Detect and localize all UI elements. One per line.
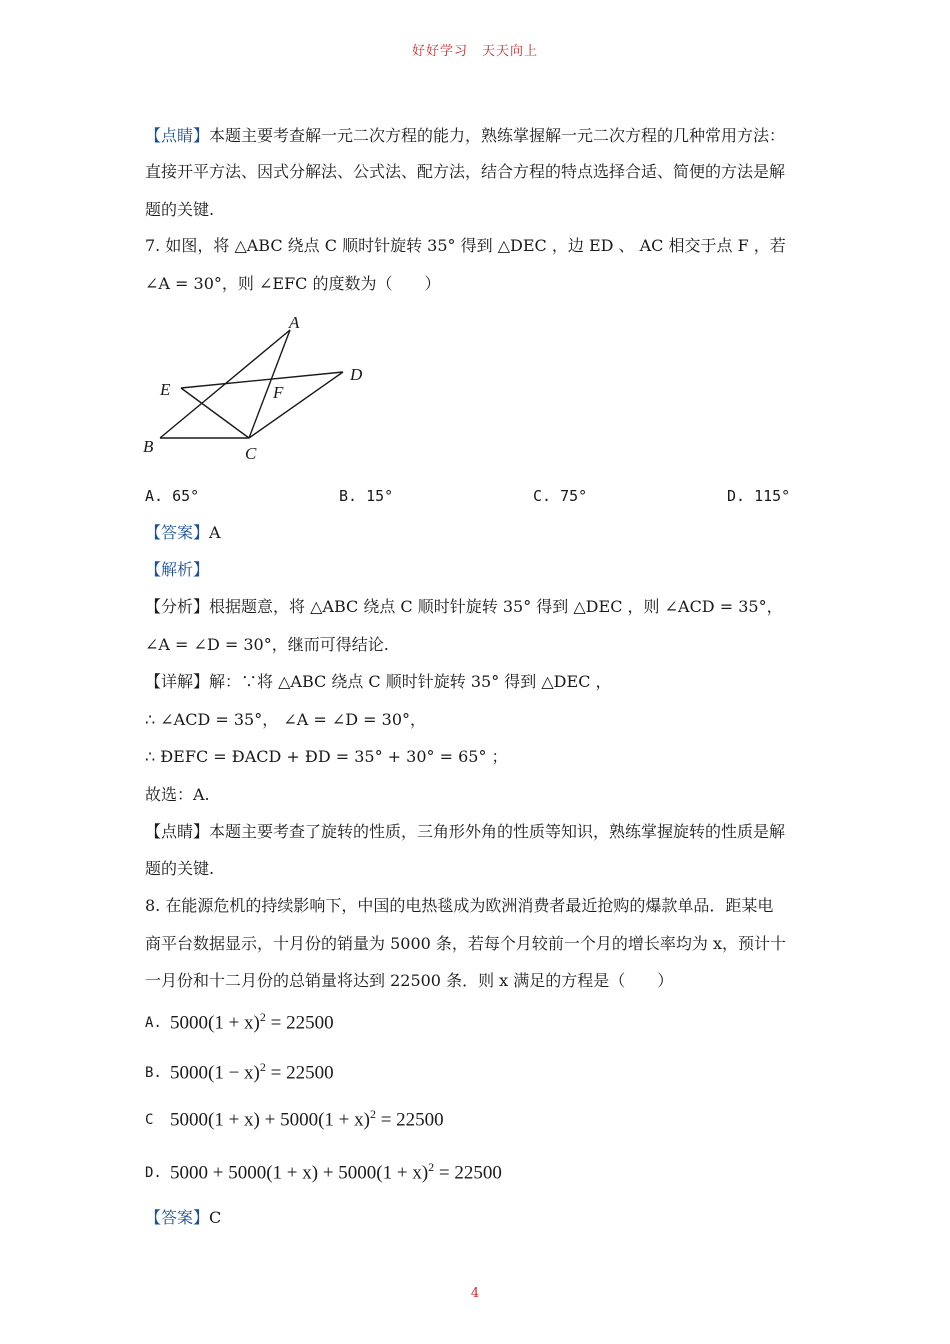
q7-option-b[interactable]: B. 15° [339, 487, 394, 505]
q7-stem-line-1: 7. 如图，将 △ABC 绕点 C 顺时针旋转 35° 得到 △DEC ，边 ED 、 AC 相交于点 F ，若 [145, 236, 786, 255]
document-page: 好好学习 天天向上 【点睛】本题主要考查解一元二次方程的能力，熟练掌握解一元二次方程的几种常用方法： 直接开平方法、因式分解法、公式法、配方法，结合方程的特点选择合适、简便的方法是解 题的关键. 7. 如图，将 △ABC 绕点 C 顺时针旋转 35° 得到 △DEC ，边 ED 、 AC 相交于点 F ，若 ∠A = 30°，则 ∠EFC 的度数为（ ） A D E F B C A. 65° B. 15° C. 75° D. 115° 【答案】A 【解析】 【分析】根据题意，将 △ABC 绕点 C 顺时针旋转 35° 得到 △DEC ，则 ∠ACD = 35°， ∠A = ∠D = 30°，继而可得结论. 【详解】解：∵将 △ABC 绕点 C 顺时针旋转 35° 得到 △DEC ， ∴ ∠ACD = 35°， ∠A = ∠D = 30°， ∴ ĐEFC = ĐACD + ĐD = 35° + 30° = 65° ； 故选：A. 【点睛】本题主要考查了旋转的性质，三角形外角的性质等知识，熟练掌握旋转的性质是解 题的关键. 8. 在能源危机的持续影响下，中国的电热毯成为欧洲消费者最近抢购的爆款单品．距某电 商平台数据显示，十月份的销量为 5000 条，若每个月较前一个月的增长率均为 x，预计十 一月份和十二月份的总销量将达到 22500 条．则 x 满足的方程是（ ） A. $5000(1 + x)^2 = 22500$ B. $5000(1 - x)^2 = 22500$ C $5000(1 + x) + 5000(1 + x)^2 = 22500$ D. $5000 + 5000(1 + x) + 5000(1 + x)^2 = 22500$ 【答案】C 4 [0, 0, 950, 1344]
label-c: C [245, 444, 257, 463]
q7-xiangjie-line-2: ∴ ∠ACD = 35°， ∠A = ∠D = 30°， [145, 710, 427, 729]
q7-answer: 【答案】A [145, 523, 221, 542]
label-b: B [143, 437, 154, 456]
q7-analysis-tag: 【解析】 [145, 560, 210, 579]
q7-xiangjie-line-4: 故选：A. [145, 785, 210, 804]
q7-option-c[interactable]: C. 75° [533, 487, 588, 505]
formula-d: $5000 + 5000(1 + x) + 5000(1 + x)^2 = 22500$ [170, 1160, 502, 1184]
segment-ec [181, 388, 249, 438]
label-d: D [350, 365, 363, 384]
dianjing-line-1: 【点睛】本题主要考查解一元二次方程的能力，熟练掌握解一元二次方程的几种常用方法： [145, 126, 786, 145]
q7-fenxi-line-2: ∠A = ∠D = 30°，继而可得结论. [145, 635, 389, 654]
formula-c: $5000(1 + x) + 5000(1 + x)^2 = 22500$ [170, 1107, 444, 1131]
q8-stem-line-1: 8. 在能源危机的持续影响下，中国的电热毯成为欧洲消费者最近抢购的爆款单品．距某电 [145, 896, 774, 915]
q7-xiangjie-line-1: 【详解】解：∵将 △ABC 绕点 C 顺时针旋转 35° 得到 △DEC ， [145, 672, 612, 691]
dianjing-line-3: 题的关键. [145, 200, 215, 219]
rotation-figure [138, 310, 398, 470]
q8-stem-line-2: 商平台数据显示，十月份的销量为 5000 条，若每个月较前一个月的增长率均为 x，预计十 [145, 934, 787, 953]
q8-answer: 【答案】C [145, 1208, 222, 1227]
q7-option-d[interactable]: D. 115° [727, 487, 791, 505]
q7-option-a[interactable]: A. 65° [145, 487, 200, 505]
dianjing-tag: 【点睛】 [145, 126, 210, 145]
page-header: 好好学习 天天向上 [411, 44, 538, 59]
dianjing-line-2: 直接开平方法、因式分解法、公式法、配方法，结合方程的特点选择合适、简便的方法是解 [145, 162, 786, 181]
q7-stem-line-2: ∠A = 30°，则 ∠EFC 的度数为（ ） [145, 274, 441, 293]
label-f: F [273, 383, 284, 402]
q8-stem-line-3: 一月份和十二月份的总销量将达到 22500 条．则 x 满足的方程是（ ） [145, 971, 674, 990]
q7-fenxi-line-1: 【分析】根据题意，将 △ABC 绕点 C 顺时针旋转 35° 得到 △DEC ，则 ∠ACD = 35°， [145, 597, 783, 616]
label-a: A [289, 313, 300, 332]
formula-b: $5000(1 - x)^2 = 22500$ [170, 1060, 334, 1084]
q7-xiangjie-line-3: ∴ ĐEFC = ĐACD + ĐD = 35° + 30° = 65° ； [145, 747, 508, 766]
formula-a: $5000(1 + x)^2 = 22500$ [170, 1010, 334, 1034]
q7-dianjing-line-2: 题的关键. [145, 859, 215, 878]
segment-ed [181, 372, 343, 388]
q7-dianjing-line-1: 【点睛】本题主要考查了旋转的性质，三角形外角的性质等知识，熟练掌握旋转的性质是解 [145, 822, 786, 841]
label-e: E [160, 380, 171, 399]
segment-cd [249, 372, 343, 438]
page-number: 4 [470, 1286, 480, 1301]
